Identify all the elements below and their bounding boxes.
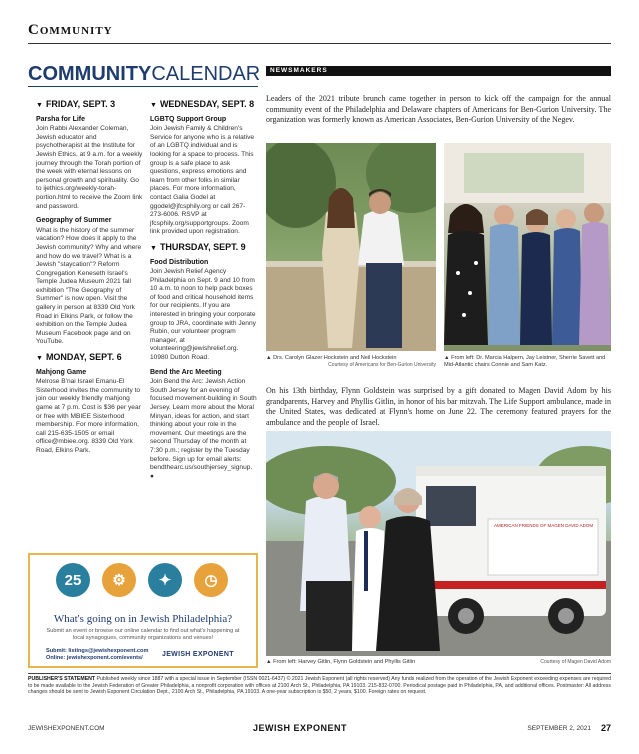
statement-text: Published weekly since 1887 with a special issue in September (ISSN 0021-6437) © 2021 Jewish Exponent (all rights reserved) Any funds realized from the operation of the Jewish Exponent exceeding expenses are required to be made available to the Jewish Federation of Greater Philadelphia, a nonprofit corporation with offices at 2100 Arch St., Philadelphia, PA 19103. 215-832-0700. Periodical postage paid in Philadelphia, PA, and additional offices. Postmaster: All address changes should be sent to Jewish Exponent Circulation Dept., 2100 Arch St., Philadelphia, PA 19103. A one-year subscription is $50, 2 years, $100. Foreign rates on request. (28, 676, 611, 696)
calendar-title-bold: COMMUNITY (28, 63, 152, 85)
newsmakers-label: NEWSMAKERS (270, 67, 328, 74)
footer-site[interactable]: JEWISHEXPONENT.COM (28, 725, 105, 732)
day-heading-label: FRIDAY, SEPT. 3 (45, 99, 116, 109)
footer-date: SEPTEMBER 2, 2021 (527, 725, 591, 732)
section-rule (28, 43, 611, 44)
promo-subtext: Submit an event or browse our online calendar to find out what's happening at local synagogues, community organizations and venues! (46, 628, 240, 641)
calendar-promo-box[interactable] (28, 553, 258, 668)
newsmakers-story-1: Leaders of the 2021 tribute brunch came together in person to kick off the campaign for the annual community event of the Philadelphia and Delaware chapters of Americans for Ben-Gurion University. The organization was formerly known as American Associates, Ben-Gurion University of the Negev. (266, 94, 611, 125)
publishers-statement (28, 676, 611, 696)
event-title: Mahjong Game (36, 368, 87, 376)
clock-icon: ◷ (194, 563, 228, 597)
event-body: Join Rabbi Alexander Coleman, Jewish educator and psychotherapist at the Institute for Jewish Ethics, at 9 a.m. for a weekly journey through the Torah portion of the week with eternal lessons on personal growth and spirituality. Go to ijethics.org/weekly-torah-portion.html to receive the Zoom link and password. (36, 125, 143, 210)
promo-submit-info (46, 648, 148, 662)
calendar-icon-number: 25 (64, 571, 82, 589)
day-heading-label: THURSDAY, SEPT. 9 (159, 241, 246, 252)
page-footer (28, 722, 611, 736)
event-body: Join Jewish Relief Agency Philadelphia on Sept. 9 and 10 from 10 a.m. to noon to help pack boxes of food and critical household items for our recipients. If you are interested in bringing your corporate group to JRA, coordinate with Jenny Rubin, our volunteer program manager, at volunteering@jewishrelief.org. 10980 Dutton Road. (150, 268, 256, 362)
photo-hocksteins (266, 143, 436, 351)
triangle-down-icon: ▼ (36, 355, 43, 363)
megaphone-icon: ✦ (148, 563, 182, 597)
photo-brunch-leaders (444, 143, 611, 351)
statement-label: PUBLISHER'S STATEMENT (28, 676, 96, 682)
event-title: LGBTQ Support Group (150, 115, 227, 123)
credit-photo-3: Courtesy of Magen David Adom (540, 659, 611, 665)
credit-photo-1: Courtesy of Americans for Ben-Gurion University (328, 362, 436, 368)
photo-ambulance-dedication (266, 431, 611, 656)
event-title: Parsha for Life (36, 115, 86, 123)
photo-hocksteins-illustration (266, 143, 436, 351)
calendar-title-rule (28, 86, 258, 87)
event-body: Melrose B'nai Israel Emanu-El Sisterhood invites the community to join our weekly friendly mahjong game at 7 p.m. Cost is $36 per year or free with MBIEE Sisterhood membership. For more information, call 215-635-1505 or email office@mbiee.org. 8339 Old York Road, Elkins Park. (36, 378, 141, 454)
calendar-column-2 (150, 94, 258, 487)
statement-rule (28, 673, 611, 674)
footer-page-number: 27 (600, 723, 611, 733)
photo-brunch-leaders-illustration (444, 143, 611, 351)
day-heading-label: MONDAY, SEPT. 6 (45, 352, 122, 363)
calendar-icon (56, 563, 90, 597)
triangle-down-icon: ▼ (150, 102, 157, 109)
calendar-title-light: CALENDAR (151, 63, 261, 85)
jewish-exponent-logo: JEWISH EXPONENT (162, 651, 234, 658)
event-body: Join Bend the Arc: Jewish Action South Jersey for an evening of focused movement-building in South Jersey. Learn more about the Moral Minyan, ideas for action, and start thinking about your role in the movement. Our meetings are the second Thursday of the month at 7:30 p.m.; register by the Tuesday before. Sign up for email alerts: bendthearc.us/southjersey_signup. ● (150, 378, 257, 480)
gear-icon: ⚙ (102, 563, 136, 597)
promo-icons (30, 559, 256, 605)
promo-headline: What's going on in Jewish Philadelphia? (53, 613, 233, 625)
newsmakers-story-2: On his 13th birthday, Flynn Goldstein was surprised by a gift donated to Magen David Adom by his grandparents, Harvey and Phyllis Gitlin, in honor of his bar mitzvah. The Life Support ambulance, made in the United States, was dedicated at Flynn's home on June 22. The ceremony featured prayers for the ambulance and the people of Israel. (266, 386, 611, 427)
promo-submit-email[interactable]: Submit: listings@jewishexponent.com (46, 648, 149, 654)
day-heading (36, 353, 144, 364)
day-heading-label: WEDNESDAY, SEPT. 8 (159, 99, 255, 109)
promo-submit-url[interactable]: Online: jewishexponent.com/events/ (46, 655, 143, 661)
triangle-down-icon: ▼ (36, 102, 43, 109)
calendar-column-1 (36, 94, 144, 462)
event-title: Geography of Summer (36, 217, 112, 225)
triangle-down-icon: ▼ (150, 244, 157, 252)
caption-photo-3: ▲ From left: Harvey Gitlin, Flynn Goldstein and Phyllis Gitlin (266, 659, 416, 665)
section-header (28, 22, 611, 39)
event-title: Food Distribution (150, 258, 209, 266)
day-heading (150, 243, 258, 254)
event-body: What is the history of the summer vacation? How does it apply to the Jewish community? Why and where and how do we travel? What is a Jewish "staycation"? Reform Congregation Keneseth Israel's Temple Judea Museum 2021 fall exhibition "The Geography of Summer" is now open. Visit the gallery in person at 8339 Old York Road in Elkins Park, or follow the exhibition on the Temple Judea Museum Facebook page and on YouTube. (36, 226, 142, 346)
calendar-title (28, 63, 260, 85)
section-title: Community (28, 22, 113, 38)
event-title: Bend the Arc Meeting (150, 368, 222, 376)
event-body: Join Jewish Family & Children's Service for anyone who is a relative of an LGBTQ individual and is looking for a space to process. This group is a safe place to ask questions, express emotions and learn from other folks in similar places. For more information, contact Galia Godel at ggodel@jfcsphily.org or call 267-273-6006. RSVP at jfcsphily.org/supportgroups. Zoom link provided upon registration. (150, 125, 255, 236)
photo-ambulance-illustration (266, 431, 611, 656)
footer-paper-name: JEWISH EXPONENT (253, 723, 348, 733)
caption-photo-1: ▲ Drs. Carolyn Glazer Hockstein and Neil Hockstein (266, 355, 397, 361)
day-heading (150, 100, 258, 111)
caption-photo-2: ▲ From left: Dr. Marcia Halpern, Jay Leistner, Sherrie Savett and Mid-Atlantic chairs Connie and Sam Katz. (444, 355, 606, 368)
day-heading (36, 100, 144, 111)
ambulance-text: AMERICAN FRIENDS OF MAGEN DAVID ADOM (494, 523, 594, 528)
